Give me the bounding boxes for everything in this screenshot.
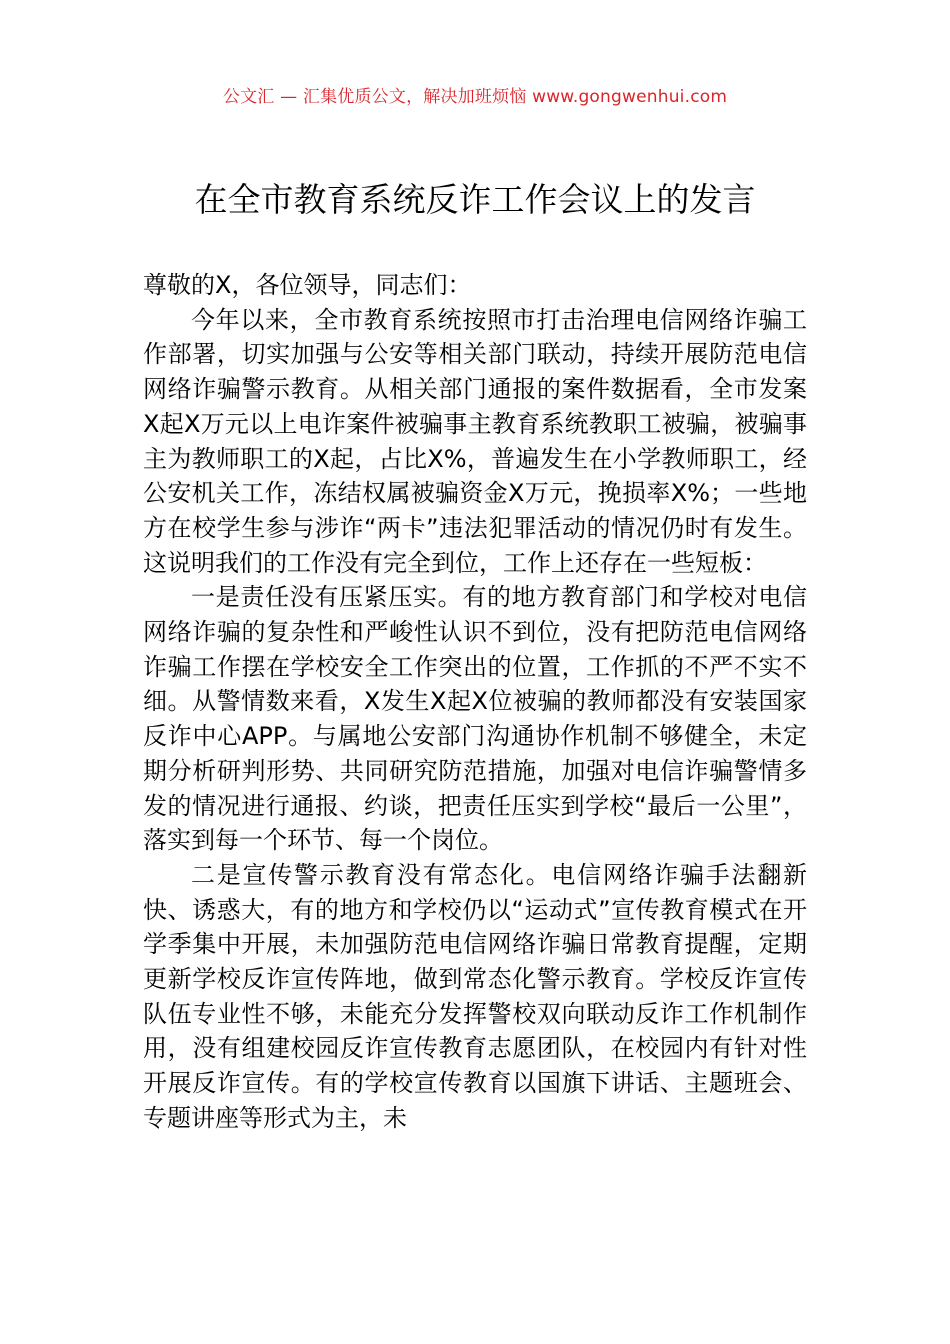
site-banner: 公文汇 — 汇集优质公文，解决加班烦恼 www.gongwenhui.com [222,87,728,107]
document-title: 在全市教育系统反诈工作会议上的发言 [194,180,756,219]
paragraph-intro: 今年以来，全市教育系统按照市打击治理电信网络诈骗工作部署，切实加强与公安等相关部门联动，持续开展防范电信网络诈骗警示教育。从相关部门通报的案件数据看，全市发案X起X万元以上电诈案件被骗事主教育系统教职工被骗，被骗事主为教师职工的X起，占比X%，普遍发生在小学教师职工，经公安机关工作，冻结权属被骗资金X万元，挽损率X%；一些地方在校学生参与涉诈“两卡”违法犯罪活动的情况仍时有发生。这说明我们的工作没有完全到位，工作上还存在一些短板： [143,305,807,577]
paragraph-responsibility: 一是责任没有压紧压实。有的地方教育部门和学校对电信网络诈骗的复杂性和严峻性认识不到位，没有把防范电信网络诈骗工作摆在学校安全工作突出的位置，工作抓的不严不实不细。从警情数来看，X发生X起X位被骗的教师都没有安装国家反诈中心APP。与属地公安部门沟通协作机制不够健全，未定期分析研判形势、共同研究防范措施，加强对电信诈骗警情多发的情况进行通报、约谈，把责任压实到学校“最后一公里”，落实到每一个环节、每一个岗位。 [143,583,807,855]
paragraph-publicity: 二是宣传警示教育没有常态化。电信网络诈骗手法翻新快、诱惑大，有的地方和学校仍以“运动式”宣传教育模式在开学季集中开展，未加强防范电信网络诈骗日常教育提醒，定期更新学校反诈宣传阵地，做到常态化警示教育。学校反诈宣传队伍专业性不够，未能充分发挥警校双向联动反诈工作机制作用，没有组建校园反诈宣传教育志愿团队，在校园内有针对性开展反诈宣传。有的学校宣传教育以国旗下讲话、主题班会、专题讲座等形式为主，未 [143,860,807,1132]
salutation: 尊敬的X，各位领导，同志们： [143,271,472,299]
document-body [143,268,807,1136]
